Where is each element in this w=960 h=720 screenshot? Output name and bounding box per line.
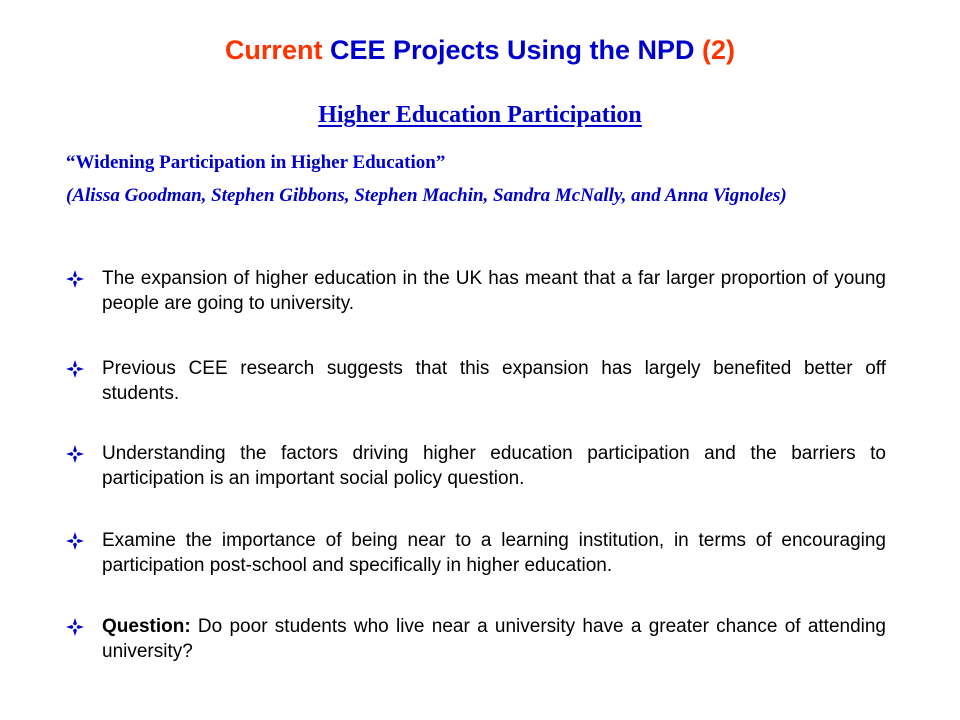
bullet-body: Examine the importance of being near to a learning institution, in terms of encouraging participation post-school and specifically in higher education.	[102, 530, 886, 576]
bullet-text	[102, 528, 886, 578]
bullet-text	[102, 441, 886, 491]
slide-subtitle	[0, 100, 960, 130]
bullet-text	[102, 356, 886, 406]
study-authors: (Alissa Goodman, Stephen Gibbons, Stephen Machin, Sandra McNally, and Anna Vignoles)	[66, 185, 787, 206]
bullet-body: The expansion of higher education in the UK has meant that a far larger proportion of young people are going to university.	[102, 268, 886, 314]
bullet-text	[102, 614, 886, 664]
bullet-body: Understanding the factors driving higher education participation and the barriers to participation is an important social policy question.	[102, 443, 886, 489]
study-title: “Widening Participation in Higher Education”	[66, 152, 446, 173]
bullet-item	[66, 266, 886, 316]
diamond-bullet-icon	[66, 270, 84, 288]
bullet-lead: Question:	[102, 616, 191, 637]
slide-title	[0, 33, 960, 67]
bullet-item	[66, 528, 886, 578]
subtitle-text: Higher Education Participation	[318, 102, 642, 128]
bullet-item	[66, 441, 886, 491]
diamond-bullet-icon	[66, 618, 84, 636]
bullet-body: Do poor students who live near a university have a greater chance of attending university?	[102, 616, 886, 662]
diamond-bullet-icon	[66, 445, 84, 463]
title-part-number: (2)	[702, 35, 736, 65]
bullet-text	[102, 266, 886, 316]
title-part-current: Current	[224, 35, 323, 65]
bullet-item	[66, 356, 886, 406]
title-part-main: CEE Projects Using the NPD	[322, 35, 703, 65]
bullet-body: Previous CEE research suggests that this expansion has largely benefited better off students.	[102, 358, 886, 404]
diamond-bullet-icon	[66, 360, 84, 378]
bullet-item	[66, 614, 886, 664]
diamond-bullet-icon	[66, 532, 84, 550]
